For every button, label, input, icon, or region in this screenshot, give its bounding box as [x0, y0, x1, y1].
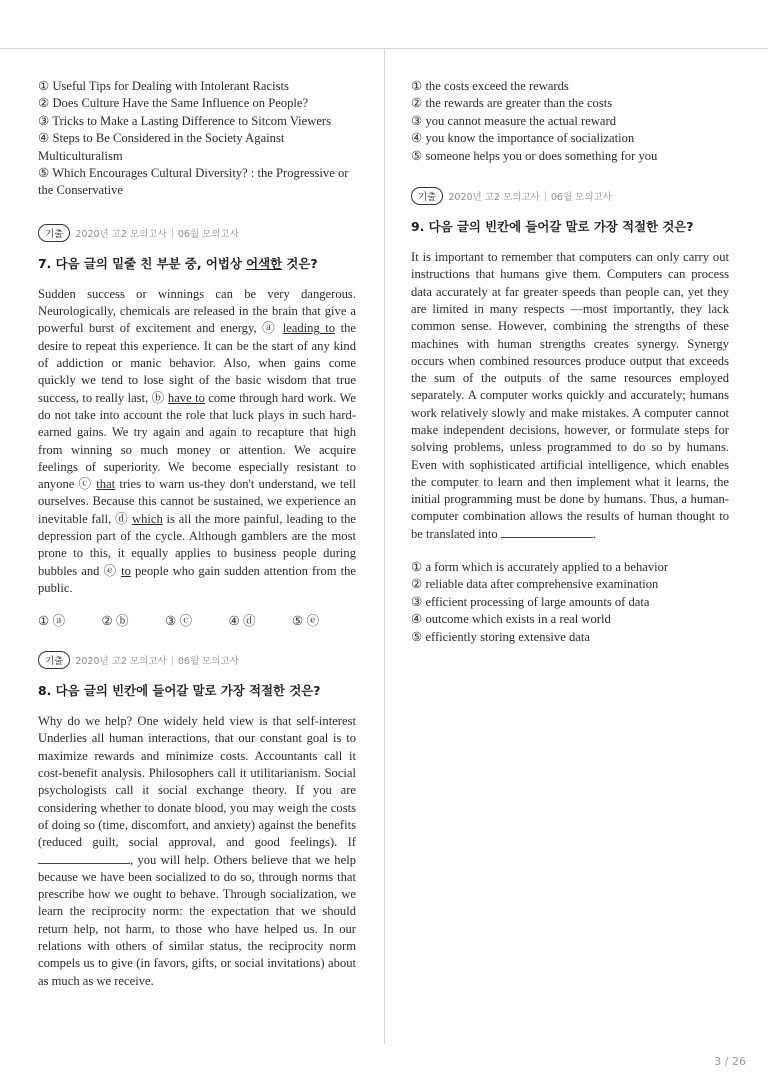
q7-text-2: the desire to repeat this experience. It can be the start of any kind of addiction or manic behavior. Also, when gains come quickly we tend to lose sight of the basic wisdom that true success, to really last,: [38, 321, 357, 405]
q7-sep: |: [170, 227, 174, 239]
q7-underline-c: that: [96, 477, 116, 492]
q7-mark-b: ⓑ: [151, 390, 165, 405]
q9-option-4[interactable]: ④ outcome which exists in a real world: [411, 612, 611, 627]
right-column: [411, 78, 729, 646]
left-column: [38, 78, 356, 990]
q9-passage: [411, 249, 729, 543]
q7-choice-5[interactable]: ⑤ ⓔ: [292, 614, 320, 629]
q9-badge-row: [411, 187, 729, 205]
q7-mark-a: ⓐ: [262, 321, 278, 336]
q8-title: 8. 다음 글의 빈칸에 들어갈 말로 가장 적절한 것은?: [38, 683, 321, 699]
q9-sep: |: [543, 190, 547, 202]
q6-options: [38, 78, 356, 200]
q7-title-pre: 7. 다음 글의 밑줄 친 부분 중, 어법상: [38, 255, 247, 271]
q7-choices: [38, 610, 356, 629]
q9-text-2: .: [592, 526, 597, 541]
q8-badge: 기출: [38, 651, 70, 669]
q8-passage: [38, 713, 356, 990]
q7-year: 2020년 고2 모의고사: [75, 228, 167, 240]
q7-choice-1[interactable]: ① ⓐ: [38, 614, 66, 629]
q6-option-4[interactable]: ④ Steps to Be Considered in the Society Against Multiculturalism: [38, 131, 285, 163]
q7-choice-3[interactable]: ③ ⓒ: [165, 614, 193, 629]
q9-option-3[interactable]: ③ efficient processing of large amounts of data: [411, 594, 650, 609]
q9-badge: 기출: [411, 187, 443, 205]
q7-passage: [38, 286, 356, 597]
q6-option-5[interactable]: ⑤ Which Encourages Cultural Diversity? : the Progressive or the Conservative: [38, 166, 349, 198]
q7-mark-d: ⓓ: [115, 511, 129, 526]
q8-text-1: Why do we help? One widely held view is that self-interest Underlies all human interactions, that our constant goal is to maximize rewards and minimize costs. Accountants call it cost-benefit analysis. Philosophers call it utilitarianism. Social psychologists call it social exchange theory. If you are considering whether to donate blood, you may weigh the costs of doing so (time, discomfort, and anxiety) against the benefits (reduced guilt, social approval, and good feelings). If: [38, 714, 356, 850]
q9-text-1: It is important to remember that computers can only carry out instructions that humans give them. Computers can process data accurately at far greater speeds than people can, yet they are limited in many respects —most importantly, they lack common sense. However, combining the strengths of these machines with human strengths creates synergy. Synergy occurs when combined resources produce output that exceeds the sum of the outputs of the same resources employed separately. A computer works quickly and accurately; humans work relatively slowly and make mistakes. A computer cannot make independent decisions, however, or formulate steps for solving problems, unless programmed to do so by humans. Even with sophisticated artificial intelligence, which enables the computer to learn and then implement what it learns, the initial programming must be done by humans. Thus, a human- computer combination allows the results of human thought to be translated into: [411, 250, 729, 541]
q7-text-5: is all the more painful, leading to the depression part of the cycle. Although gamblers are the most prone to this, it equally applies to business people during bubbles and: [38, 511, 356, 578]
q8-option-3[interactable]: ③ you cannot measure the actual reward: [411, 113, 617, 128]
q9-options: [411, 559, 729, 646]
q7-month: 06월 모의고사: [177, 228, 239, 240]
q9-option-2[interactable]: ② reliable data after comprehensive examination: [411, 577, 659, 592]
q7-underline-e: to: [121, 563, 131, 578]
q8-option-5[interactable]: ⑤ someone helps you or does something for you: [411, 148, 658, 163]
q7-title: [38, 254, 356, 272]
q9-title: 9. 다음 글의 빈칸에 들어갈 말로 가장 적절한 것은?: [411, 219, 694, 235]
q9-month: 06월 모의고사: [550, 192, 612, 204]
q8-blank: [38, 852, 130, 864]
q8-year: 2020년 고2 모의고사: [75, 656, 167, 668]
q8-sep: |: [170, 654, 174, 666]
q8-text-2: , you will help. Others believe that we help because we have been socialized to do so, through norms that prescribe how we ought to behave. Through socialization, we learn the reciprocity norm: the expectation that we should return help, not harm, to those who have helped us. In our relations with others of similar status, the reciprocity norm compels us to give (in favors, gifts, or social invitations) about as much as we receive.: [38, 852, 356, 988]
q7-underline-a: leading to: [282, 321, 336, 336]
q6-option-1[interactable]: ① Useful Tips for Dealing with Intolerant Racists: [38, 79, 289, 93]
q7-title-post: 것은?: [282, 255, 318, 271]
q7-badge-row: [38, 224, 356, 242]
q8-badge-row: [38, 651, 356, 669]
q7-text-3: come through hard work. We do not take into account the role that luck plays in such hard-earned gains. We try again and again to recapture that high from winning so much money or attention. We acquire feelings of superiority. We become especially resistant to anyone: [38, 390, 357, 492]
q9-option-5[interactable]: ⑤ efficiently storing extensive data: [411, 629, 590, 644]
q7-underline-d: which: [132, 511, 163, 526]
q6-option-3[interactable]: ③ Tricks to Make a Lasting Difference to Sitcom Viewers: [38, 113, 332, 128]
q7-choice-4[interactable]: ④ ⓓ: [228, 614, 256, 629]
q7-text-1: Sudden success or winnings can be very dangerous. Neurologically, chemicals are released in the brain that give a powerful burst of excitement and energy,: [38, 286, 356, 336]
q6-option-2[interactable]: ② Does Culture Have the Same Influence on People?: [38, 96, 309, 111]
q7-mark-e: ⓔ: [103, 563, 118, 578]
q7-text-6: people who gain sudden attention from the public.: [38, 563, 356, 595]
q7-title-underlined: 어색한: [246, 255, 283, 271]
q9-option-1[interactable]: ① a form which is accurately applied to a behavior: [411, 560, 669, 575]
q8-option-1[interactable]: ① the costs exceed the rewards: [411, 79, 569, 93]
q8-options: [411, 78, 729, 165]
column-divider: [384, 48, 385, 1044]
q7-mark-c: ⓒ: [78, 477, 93, 492]
q8-month: 06월 모의고사: [177, 656, 239, 668]
q7-text-4: tries to warn us-they don't understand, we tell ourselves. Because this cannot be sustained, we experience an inevitable fall,: [38, 477, 356, 526]
q8-option-4[interactable]: ④ you know the importance of socialization: [411, 131, 635, 146]
q7-choice-2[interactable]: ② ⓑ: [101, 614, 129, 629]
q8-option-2[interactable]: ② the rewards are greater than the costs: [411, 96, 613, 111]
q7-badge: 기출: [38, 224, 70, 242]
q9-blank: [501, 526, 593, 538]
q7-underline-b: have to: [167, 390, 205, 405]
page-number: 3 / 26: [714, 1055, 746, 1068]
q9-year: 2020년 고2 모의고사: [448, 192, 540, 204]
